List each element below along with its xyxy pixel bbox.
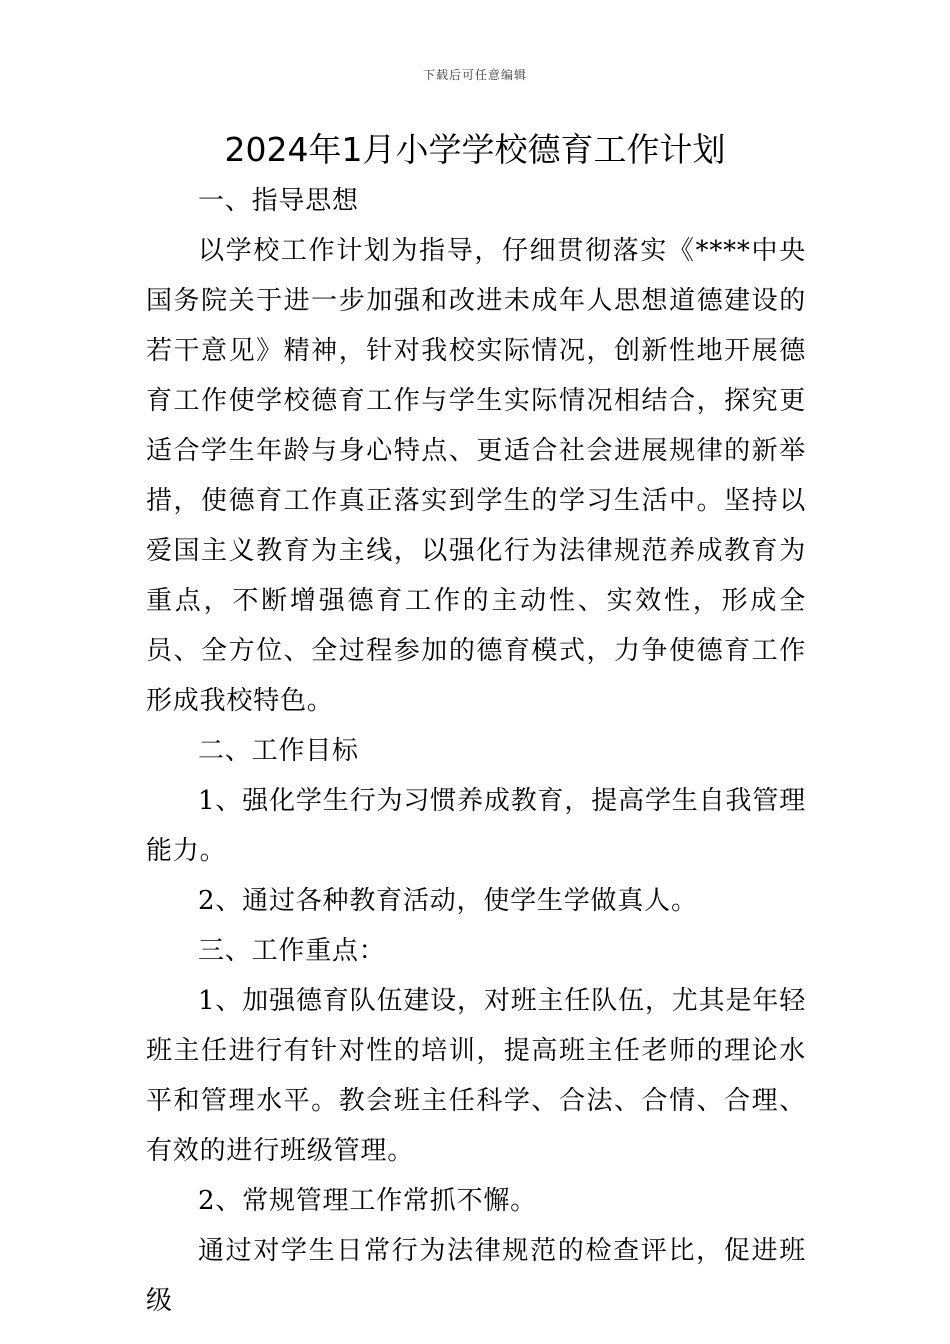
section-heading-guiding-ideology: 一、指导思想: [198, 186, 359, 216]
section-heading-work-focus: 三、工作重点：: [198, 936, 386, 966]
paragraph-focus-1: 1、加强德育队伍建设，对班主任队伍，尤其是年轻班主任进行有针对性的培训，提高班主任老师的理论水平和管理水平。教会班主任科学、合法、合情、合理、有效的进行班级管理。: [146, 986, 806, 1166]
paragraph-goal-1: 1、强化学生行为习惯养成教育，提高学生自我管理能力。: [146, 786, 806, 866]
paragraph-focus-2-detail: 通过对学生日常行为法律规范的检查评比，促进班级: [146, 1236, 806, 1316]
section-heading-work-goals: 二、工作目标: [198, 736, 359, 766]
document-title: 2024年1月小学学校德育工作计划: [224, 130, 726, 169]
paragraph-guiding-ideology: 以学校工作计划为指导，仔细贯彻落实《****中央国务院关于进一步加强和改进未成年人思想道德建设的若干意见》精神，针对我校实际情况，创新性地开展德育工作使学校德育工作与学生实际情况相结合，探究更适合学生年龄与身心特点、更适合社会进展规律的新举措，使德育工作真正落实到学生的学习生活中。坚持以爱国主义教育为主线，以强化行为法律规范养成教育为重点，不断增强德育工作的主动性、实效性，形成全员、全方位、全过程参加的德育模式，力争使德育工作形成我校特色。: [146, 236, 806, 716]
header-note: 下载后可任意编辑: [422, 68, 527, 82]
paragraph-focus-2: 2、常规管理工作常抓不懈。: [198, 1186, 537, 1216]
paragraph-goal-2: 2、通过各种教育活动，使学生学做真人。: [198, 886, 698, 916]
document-body: [146, 176, 806, 1326]
